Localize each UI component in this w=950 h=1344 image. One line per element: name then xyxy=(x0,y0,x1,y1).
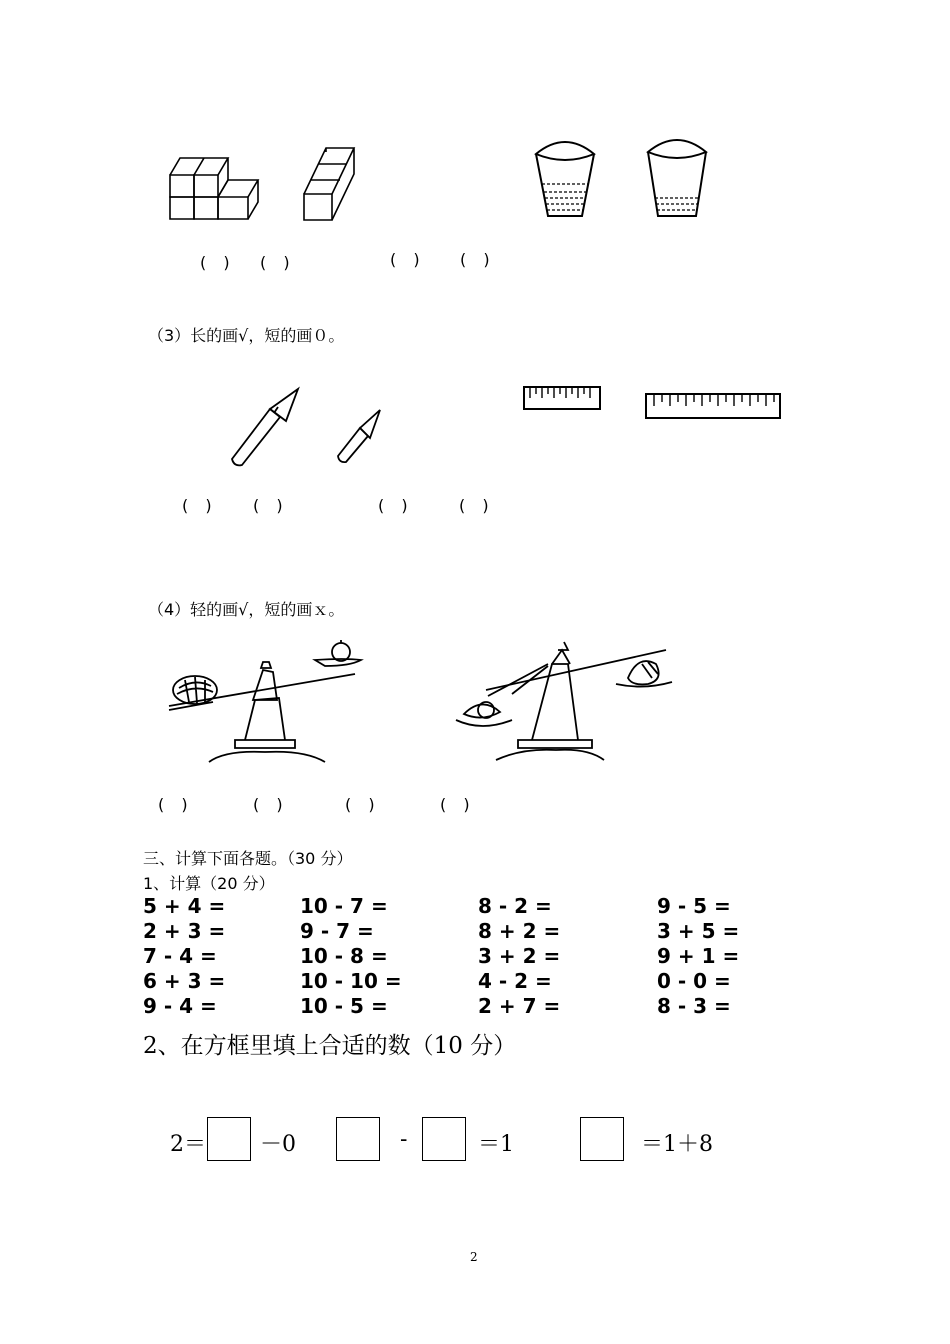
answer-paren[interactable]: ( ) xyxy=(260,253,296,272)
calc-item: 8 - 2 = xyxy=(478,894,552,918)
part1-title: 1、计算（20 分） xyxy=(143,874,275,893)
answer-paren[interactable]: ( ) xyxy=(440,795,476,814)
calc-item: 5 + 4 = xyxy=(143,894,226,918)
calc-item: 3 + 5 = xyxy=(657,919,740,943)
answer-paren[interactable]: ( ) xyxy=(253,496,289,515)
answer-paren[interactable]: ( ) xyxy=(200,253,236,272)
page-number: 2 xyxy=(470,1250,478,1264)
part2-title: 2、在方框里填上合适的数（10 分） xyxy=(143,1033,517,1059)
calc-item: 2 + 3 = xyxy=(143,919,226,943)
calc-item: 8 - 3 = xyxy=(657,994,731,1018)
calc-item: 10 - 10 = xyxy=(300,969,402,993)
balance-scale-right-drawing xyxy=(452,640,678,770)
answer-paren[interactable]: ( ) xyxy=(459,496,495,515)
calc-item: 4 - 2 = xyxy=(478,969,552,993)
answer-box[interactable] xyxy=(580,1117,624,1161)
answer-paren[interactable]: ( ) xyxy=(182,496,218,515)
calc-item: 2 + 7 = xyxy=(478,994,561,1018)
answer-paren[interactable]: ( ) xyxy=(460,250,496,269)
answer-paren[interactable]: ( ) xyxy=(390,250,426,269)
eq1-right: －0 xyxy=(260,1132,296,1157)
calc-item: 3 + 2 = xyxy=(478,944,561,968)
answer-paren[interactable]: ( ) xyxy=(345,795,381,814)
balance-scale-left-drawing xyxy=(165,640,365,770)
calc-item: 9 - 5 = xyxy=(657,894,731,918)
calc-item: 7 - 4 = xyxy=(143,944,217,968)
q4-title: （4）轻的画√，短的画ｘ。 xyxy=(148,600,345,619)
calc-item: 9 + 1 = xyxy=(657,944,740,968)
calc-item: 9 - 7 = xyxy=(300,919,374,943)
calc-item: 9 - 4 = xyxy=(143,994,217,1018)
answer-paren[interactable]: ( ) xyxy=(378,496,414,515)
ruler-long-drawing xyxy=(644,391,782,423)
eq1-left: 2＝ xyxy=(170,1132,206,1157)
ruler-short-drawing xyxy=(522,384,602,414)
calc-item: 10 - 8 = xyxy=(300,944,388,968)
eq2-right: ＝1 xyxy=(478,1132,514,1157)
calc-item: 6 + 3 = xyxy=(143,969,226,993)
pencil-long-drawing xyxy=(228,385,303,467)
section3-title: 三、计算下面各题。（30 分） xyxy=(143,849,353,868)
eq3-right: ＝1＋8 xyxy=(641,1132,713,1157)
q3-title: （3）长的画√，短的画０。 xyxy=(148,326,345,345)
answer-box[interactable] xyxy=(422,1117,466,1161)
pencil-short-drawing xyxy=(334,406,384,464)
calc-item: 8 + 2 = xyxy=(478,919,561,943)
calc-item: 10 - 5 = xyxy=(300,994,388,1018)
answer-paren[interactable]: ( ) xyxy=(158,795,194,814)
cup-left-drawing xyxy=(530,134,600,220)
cup-right-drawing xyxy=(644,134,710,220)
answer-box[interactable] xyxy=(207,1117,251,1161)
cube-stack-drawing xyxy=(165,150,265,222)
cube-tower-drawing xyxy=(300,142,360,222)
answer-box[interactable] xyxy=(336,1117,380,1161)
answer-paren[interactable]: ( ) xyxy=(253,795,289,814)
eq2-minus: - xyxy=(400,1127,408,1152)
calc-item: 0 - 0 = xyxy=(657,969,731,993)
calc-item: 10 - 7 = xyxy=(300,894,388,918)
